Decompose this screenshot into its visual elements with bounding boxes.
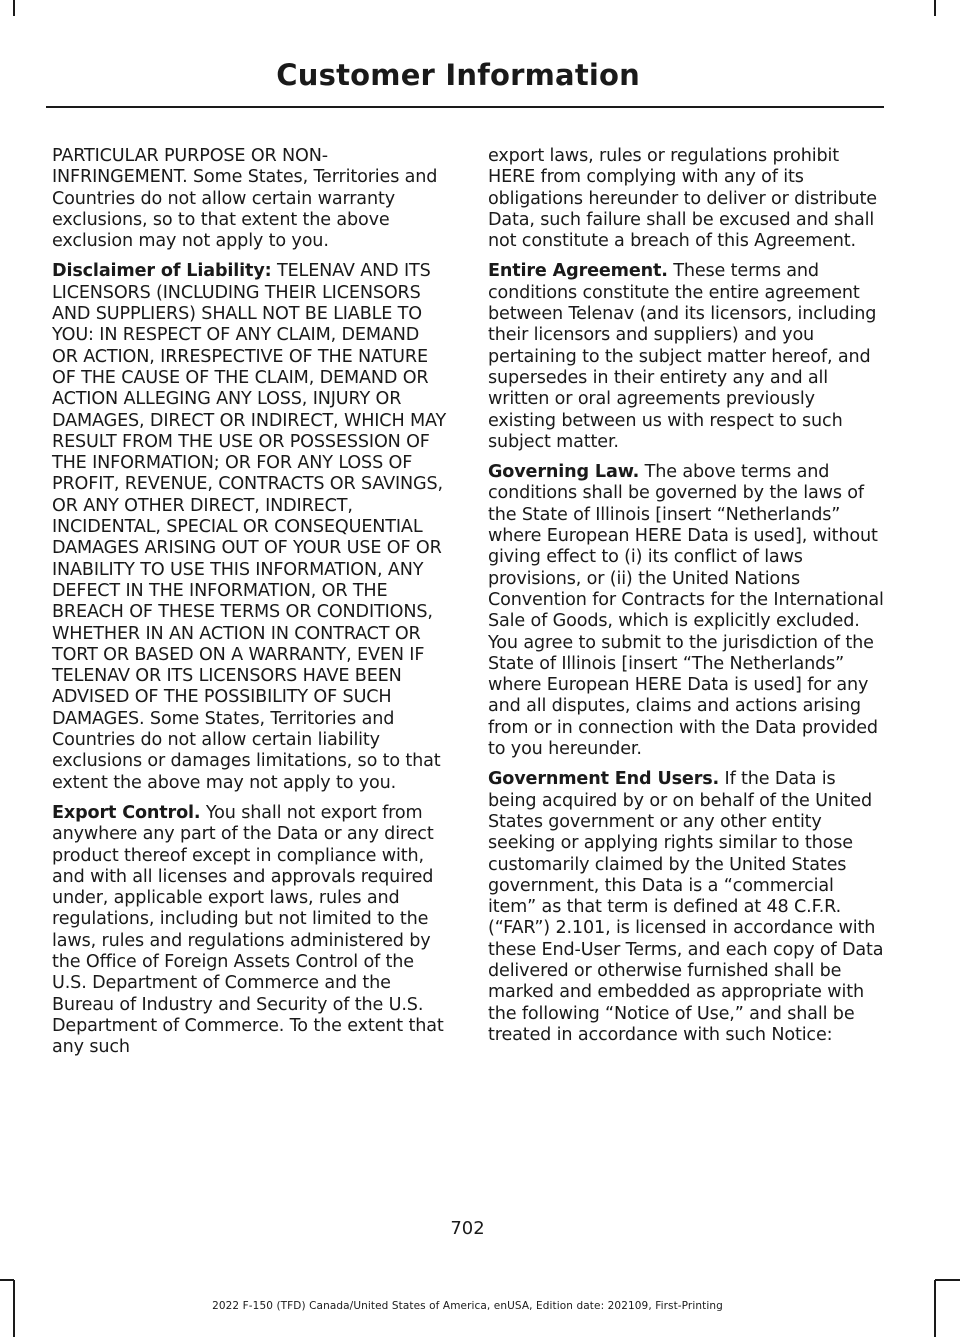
edition-footer: 2022 F-150 (TFD) Canada/United States of America, enUSA, Edition date: 202109, First-Printing [212,1300,723,1312]
left-column [52,146,450,1067]
left-paragraph-1: PARTICULAR PURPOSE OR NON-INFRINGEMENT. Some States, Territories and Countries do not allow certain warranty exclusions, so to that extent the above exclusion may not apply to you. [52,146,438,252]
governing-law-text: The above terms and conditions shall be governed by the laws of the State of Illinois [insert “Netherlands” where European HERE Data is used], without giving effect to (i) its conflict of laws provisions, or (ii) the United Nations Convention for Contracts for the International Sale of Goods, which is explicitly excluded. You agree to submit to the jurisdiction of the State of Illinois [insert “The Netherlands” where European HERE Data is used] for any and all disputes, claims and actions arising from or in connection with the Data provided to you hereunder. [488,462,884,760]
right-column [488,146,886,1055]
right-paragraph-1: export laws, rules or regulations prohibit HERE from complying with any of its obligations hereunder to deliver or distribute Data, such failure shall be excused and shall not constitute a breach of this Agreement. [488,146,877,252]
right-paragraph-3 [488,462,886,760]
page-title: Customer Information [276,58,640,92]
page-number: 702 [450,1218,485,1239]
export-control-text: You shall not export from anywhere any part of the Data or any direct product thereof except in compliance with, and with all licenses and approvals required under, applicable export laws, rules and regulations, including but not limited to the laws, rules and regulations administered by the Office of Foreign Assets Control of the U.S. Department of Commerce and the Bureau of Industry and Security of the U.S. Department of Commerce. To the extent that any such [52,802,444,1058]
entire-agreement-heading: Entire Agreement. [488,261,668,282]
crop-mark-top-right [934,0,936,16]
export-control-heading: Export Control. [52,802,201,823]
disclaimer-text: TELENAV AND ITS LICENSORS (INCLUDING THEIR LICENSORS AND SUPPLIERS) SHALL NOT BE LIABLE TO YOU: IN RESPECT OF ANY CLAIM, DEMAND OR ACTION, IRRESPECTIVE OF THE NATURE OF THE CAUSE OF THE CLAIM, DEMAND OR ACTION ALLEGING ANY LOSS, INJURY OR DAMAGES, DIRECT OR INDIRECT, WHICH MAY RESULT FROM THE USE OR POSSESSION OF THE INFORMATION; OR FOR ANY LOSS OF PROFIT, REVENUE, CONTRACTS OR SAVINGS, OR ANY OTHER DIRECT, INDIRECT, INCIDENTAL, SPECIAL OR CONSEQUENTIAL DAMAGES ARISING OUT OF YOUR USE OF OR INABILITY TO USE THIS INFORMATION, ANY DEFECT IN THE INFORMATION, OR THE BREACH OF THESE TERMS OR CONDITIONS, WHETHER IN AN ACTION IN CONTRACT OR TORT OR BASED ON A WARRANTY, EVEN IF TELENAV OR ITS LICENSORS HAVE BEEN ADVISED OF THE POSSIBILITY OF SUCH DAMAGES. Some States, Territories and Countries do not allow certain liability exclusions or damages limitations, so to that extent the above may not apply to you. [52,261,447,793]
header-divider [46,106,884,108]
right-paragraph-4 [488,769,886,1046]
crop-mark-bottom-right-horizontal [935,1279,960,1281]
government-end-users-text: If the Data is being acquired by or on behalf of the United States government or any other entity seeking or applying rights similar to those customarily claimed by the United States government, this Data is a “commercial item” as that term is defined at 48 C.F.R. (“FAR”) 2.101, is licensed in accordance with these End-User Terms, and each copy of Data delivered or otherwise furnished shall be marked and embedded as appropriate with the following “Notice of Use,” and shall be treated in accordance with such Notice: [488,769,884,1045]
governing-law-heading: Governing Law. [488,462,640,483]
government-end-users-heading: Government End Users. [488,769,720,790]
entire-agreement-text: These terms and conditions constitute the entire agreement between Telenav (and its licensors, including their licensors and suppliers) and you pertaining to the subject matter hereof, and supersedes in their entirety any and all written or oral agreements previously existing between us with respect to such subject matter. [488,261,877,452]
right-paragraph-2 [488,261,886,453]
disclaimer-heading: Disclaimer of Liability: [52,261,272,282]
left-paragraph-2 [52,261,450,793]
crop-mark-bottom-left-horizontal [0,1279,14,1281]
crop-mark-top-left [13,0,15,16]
left-paragraph-3 [52,803,450,1059]
